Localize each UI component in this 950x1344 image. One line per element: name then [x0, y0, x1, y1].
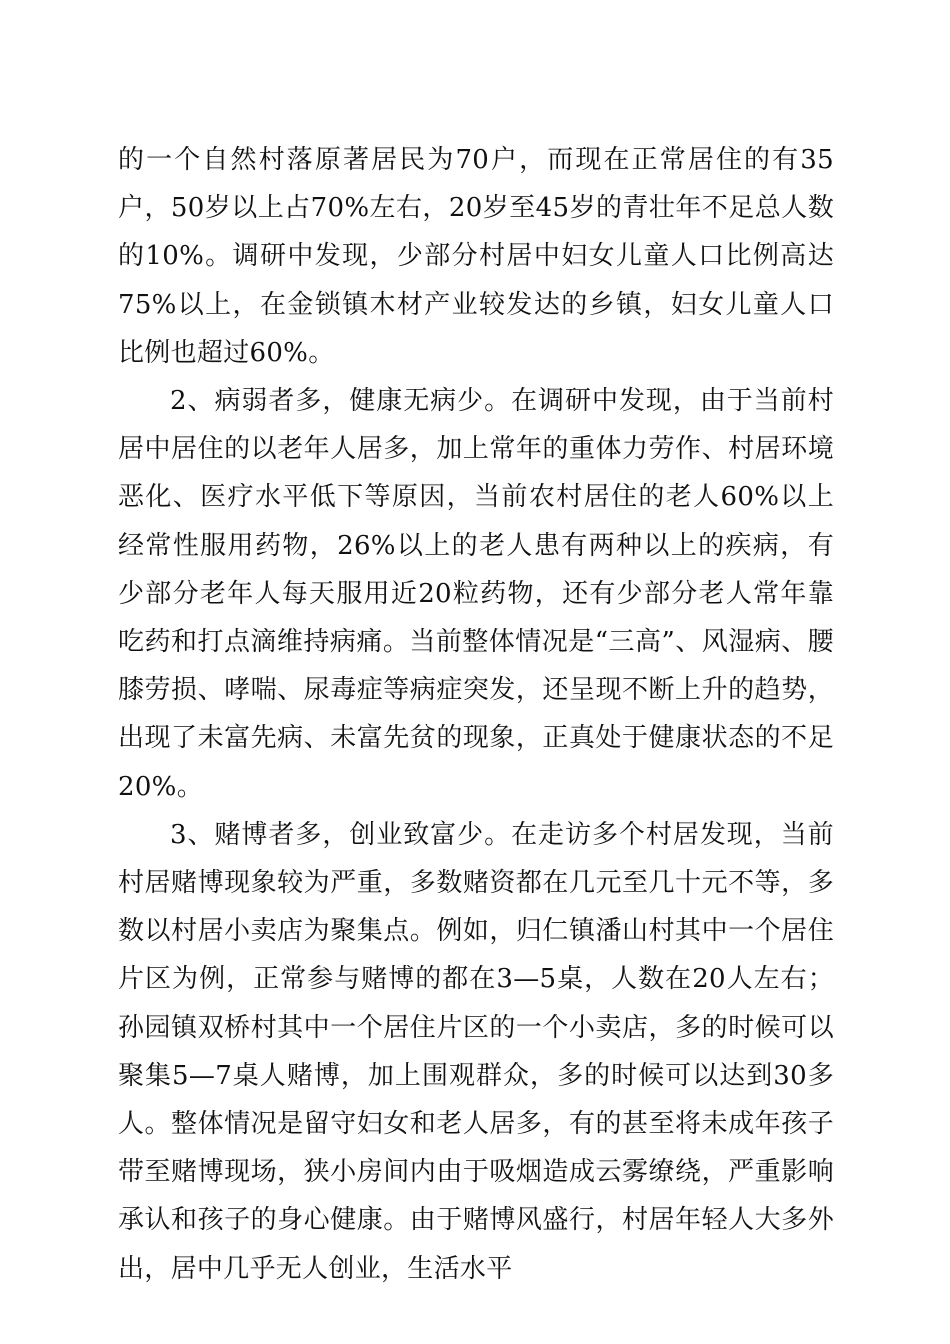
paragraph-3-text: 在走访多个村居发现，当前村居赌博现象较为严重，多数赌资都在几元至几十元不等，多数以村居小卖店为聚集点。例如，归仁镇潘山村其中一个居住片区为例，正常参与赌博的都在3—5桌，人数在20人左右；孙园镇双桥村其中一个居住片区的一个小卖店，多的时候可以聚集5—7桌人赌博，加上围观群众，多的时候可以达到30多人。整体情况是留守妇女和老人居多，有的甚至将未成年孩子带至赌博现场，狭小房间内由于吸烟造成云雾缭绕，严重影响承认和孩子的身心健康。由于赌博风盛行，村居年轻人大多外出，居中几乎无人创业，生活水平: [118, 819, 834, 1284]
paragraph-3-heading: 3、赌博者多，创业致富少。: [170, 819, 512, 850]
paragraph-3: [118, 811, 834, 1293]
paragraph-2-heading: 2、病弱者多，健康无病少。: [170, 386, 512, 417]
paragraph-2: [118, 377, 834, 811]
paragraph-2-text: 在调研中发现，由于当前村居中居住的以老年人居多，加上常年的重体力劳作、村居环境恶化、医疗水平低下等原因，当前农村居住的老人60%以上经常性服用药物，26%以上的老人患有两种以上的疾病，有少部分老年人每天服用近20粒药物，还有少部分老人常年靠吃药和打点滴维持病痛。当前整体情况是“三高”、风湿病、腰膝劳损、哮喘、尿毒症等病症突发，还呈现不断上升的趋势，出现了未富先病、未富先贫的现象，正真处于健康状态的不足20%。: [118, 386, 834, 802]
paragraph-1: [118, 136, 834, 377]
paragraph-1-text: 的一个自然村落原著居民为70户，而现在正常居住的有35户，50岁以上占70%左右，20岁至45岁的青壮年不足总人数的10%。调研中发现，少部分村居中妇女儿童人口比例高达75%以上，在金锁镇木材产业较发达的乡镇，妇女儿童人口比例也超过60%。: [118, 145, 834, 368]
document-body: [118, 136, 834, 1293]
